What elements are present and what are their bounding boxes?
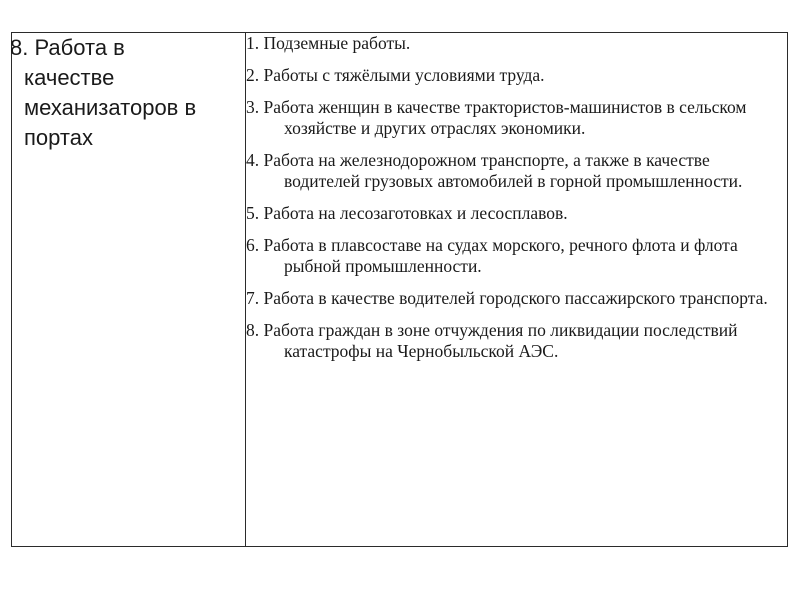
category-cell	[12, 33, 246, 547]
category-title-line: портах	[24, 125, 93, 150]
work-types-cell	[246, 33, 788, 547]
category-title-line: механизаторов в	[24, 95, 197, 120]
list-item: 2. Работы с тяжёлыми условиями труда.	[246, 65, 545, 85]
list-item: 5. Работа на лесозаготовках и лесосплавов.	[246, 203, 568, 223]
list-item: 3. Работа женщин в качестве трактористов-машинистов в сельском хозяйстве и других отраслях экономики.	[246, 97, 747, 138]
list-item: 1. Подземные работы.	[246, 33, 411, 53]
list-item: 4. Работа на железнодорожном транспорте, а также в качестве водителей грузовых автомобилей в горной промышленности.	[246, 150, 743, 191]
list-item: 8. Работа граждан в зоне отчуждения по ликвидации последствий катастрофы на Чернобыльской АЭС.	[246, 320, 738, 361]
list-item: 6. Работа в плавсоставе на судах морского, речного флота и флота рыбной промышленности.	[246, 235, 738, 276]
category-title-line: 8. Работа в	[10, 35, 125, 60]
table-row	[12, 33, 788, 547]
category-title	[12, 33, 245, 153]
list-item: 7. Работа в качестве водителей городского пассажирского транспорта.	[246, 288, 768, 308]
document-table	[11, 32, 788, 547]
category-title-line: качестве	[24, 65, 115, 90]
work-types-list	[246, 33, 787, 362]
